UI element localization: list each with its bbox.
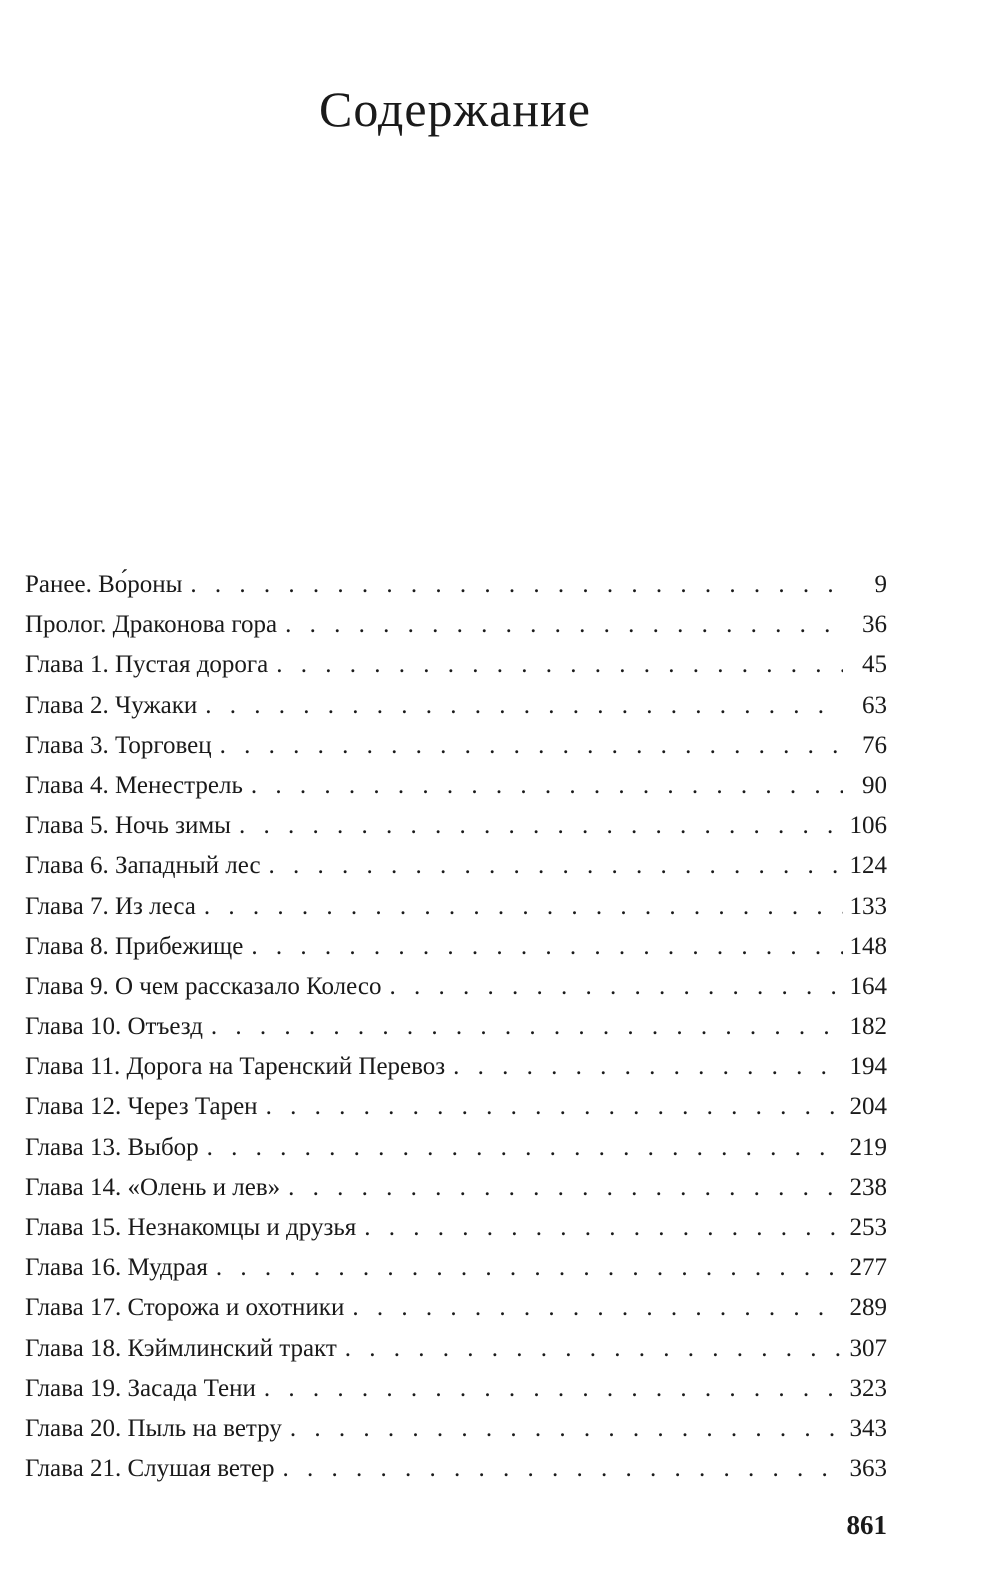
toc-entry-page: 277 [849, 1254, 887, 1282]
toc-entry-label: Ранее. Во́роны [25, 571, 183, 598]
dot-leader [216, 1248, 843, 1288]
toc-entry[interactable] [25, 1329, 887, 1369]
toc-entry-page: 182 [849, 1013, 887, 1041]
dot-leader [207, 1128, 843, 1168]
toc-entry-label: Глава 21. Слушая ветер [25, 1455, 275, 1483]
dot-leader [288, 1168, 843, 1208]
toc-entry-page: 106 [849, 812, 887, 840]
toc-entry[interactable] [25, 1128, 887, 1168]
toc-entry-label: Глава 14. «Олень и лев» [25, 1173, 281, 1201]
toc-entry-page: 90 [862, 771, 887, 799]
toc-entry[interactable] [25, 927, 887, 967]
toc-entry-label: Глава 10. Отъезд [25, 1013, 203, 1041]
dot-leader [269, 846, 843, 886]
toc-entry-label: Глава 13. Выбор [25, 1133, 199, 1161]
toc-entry-page: 343 [849, 1414, 887, 1442]
dot-leader [239, 806, 843, 846]
dot-leader [352, 1288, 843, 1328]
dot-leader [285, 605, 843, 645]
toc-entry[interactable] [25, 605, 887, 645]
toc-entry-label: Глава 4. Менестрель [25, 771, 243, 799]
dot-leader [364, 1208, 843, 1248]
page-number: 861 [846, 1510, 887, 1540]
toc-entry-label: Глава 16. Мудрая [25, 1254, 208, 1282]
toc-entry-label: Глава 19. Засада Тени [25, 1374, 256, 1402]
dot-leader [204, 887, 843, 927]
dot-leader [220, 726, 843, 766]
toc-entry-label: Глава 3. Торговец [25, 731, 212, 759]
toc-entry-label: Глава 9. О чем рассказало Колесо [25, 972, 382, 1000]
toc-entry[interactable] [25, 1047, 887, 1087]
toc-entry[interactable] [25, 1449, 887, 1489]
toc-entry[interactable] [25, 1007, 887, 1047]
dot-leader [190, 565, 843, 605]
toc-entry[interactable] [25, 1087, 887, 1127]
toc-entry[interactable] [25, 887, 887, 927]
toc-entry-label: Глава 12. Через Тарен [25, 1093, 258, 1121]
toc-entry-page: 238 [849, 1173, 887, 1201]
toc-entry-label: Глава 11. Дорога на Таренский Перевоз [25, 1053, 446, 1081]
page-title: Содержание [319, 81, 591, 137]
toc-entry[interactable] [25, 1288, 887, 1328]
toc-entry[interactable] [25, 806, 887, 846]
toc-entry[interactable] [25, 1409, 887, 1449]
dot-leader [264, 1369, 843, 1409]
dot-leader [389, 967, 843, 1007]
toc-entry-page: 133 [849, 892, 887, 920]
toc-entry[interactable] [25, 686, 887, 726]
toc-entry-page: 204 [849, 1093, 887, 1121]
toc-entry-label: Глава 1. Пустая дорога [25, 651, 269, 679]
toc-entry[interactable] [25, 766, 887, 806]
toc-entry-page: 76 [862, 731, 887, 759]
toc-entry-label: Глава 6. Западный лес [25, 852, 261, 880]
toc-entry-page: 289 [849, 1294, 887, 1322]
dot-leader [251, 766, 843, 806]
toc-entry-page: 194 [849, 1053, 887, 1081]
toc-entry-label: Глава 17. Сторожа и охотники [25, 1294, 345, 1322]
dot-leader [276, 645, 843, 685]
toc-entry-page: 36 [862, 611, 887, 639]
toc-entry-page: 124 [849, 852, 887, 880]
toc-entry[interactable] [25, 1369, 887, 1409]
toc-entry-page: 45 [862, 651, 887, 679]
toc-entry-label: Глава 5. Ночь зимы [25, 812, 231, 840]
toc-entry-page: 323 [849, 1374, 887, 1402]
toc-entry-label: Глава 8. Прибежище [25, 932, 244, 960]
dot-leader [211, 1007, 843, 1047]
dot-leader [266, 1087, 843, 1127]
toc-entry[interactable] [25, 1168, 887, 1208]
toc-entry-label: Глава 20. Пыль на ветру [25, 1414, 282, 1442]
toc-entry[interactable] [25, 645, 887, 685]
dot-leader [290, 1409, 843, 1449]
toc-entry-page: 307 [849, 1334, 887, 1362]
toc-entry-page: 148 [849, 932, 887, 960]
dot-leader [283, 1449, 844, 1489]
toc-entry-label: Глава 15. Незнакомцы и друзья [25, 1214, 357, 1241]
toc-entry-page: 253 [849, 1214, 887, 1241]
toc-entry-label: Глава 7. Из леса [25, 892, 196, 920]
toc-entry-page: 219 [849, 1133, 887, 1161]
table-of-contents [25, 565, 887, 1489]
dot-leader [345, 1329, 843, 1369]
toc-entry-page: 164 [849, 972, 887, 1000]
dot-leader [453, 1047, 843, 1087]
toc-entry-page: 9 [874, 571, 887, 598]
toc-entry-label: Глава 2. Чужаки [25, 691, 198, 719]
toc-entry-page: 63 [862, 691, 887, 719]
toc-entry[interactable] [25, 1208, 887, 1248]
toc-entry[interactable] [25, 565, 887, 605]
dot-leader [205, 686, 843, 726]
toc-entry-label: Глава 18. Кэймлинский тракт [25, 1334, 337, 1362]
toc-entry[interactable] [25, 1248, 887, 1288]
toc-entry-label: Пролог. Драконова гора [25, 611, 278, 639]
toc-entry-page: 363 [849, 1455, 887, 1483]
toc-entry[interactable] [25, 967, 887, 1007]
toc-entry[interactable] [25, 846, 887, 886]
dot-leader [251, 927, 843, 967]
toc-entry[interactable] [25, 726, 887, 766]
